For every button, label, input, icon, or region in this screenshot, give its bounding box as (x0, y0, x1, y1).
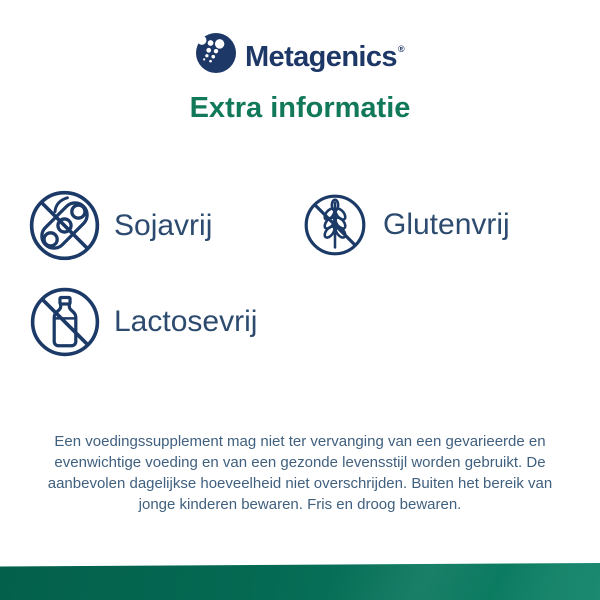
brand-logo (0, 29, 600, 77)
feature-soy-free (28, 189, 212, 262)
feature-gluten-free (303, 193, 510, 257)
brand-name (245, 29, 404, 77)
feature-label-soy-free: Sojavrij (114, 208, 213, 242)
no-gluten-icon (303, 193, 367, 257)
feature-lactose-free (29, 286, 257, 358)
disclaimer-text (30, 431, 570, 515)
disclaimer-line: aanbevolen dagelijkse hoeveelheid niet overschrijden. Buiten het bereik van (47, 475, 553, 492)
brand-name-text: Metagenics (245, 41, 397, 73)
feature-label-lactose-free: Lactosevrij (114, 305, 258, 338)
section-title: Extra informatie (189, 92, 411, 124)
no-soy-icon (28, 189, 101, 262)
feature-label-gluten-free: Glutenvrij (383, 208, 510, 241)
registered-trademark-symbol: ® (397, 44, 404, 54)
no-lactose-icon (29, 286, 101, 358)
disclaimer-line: evenwichtige voeding en van een gezonde levensstijl worden gebruikt. De (54, 454, 546, 471)
disclaimer-line: Een voedingssupplement mag niet ter vervanging van een gevarieerde en (54, 433, 546, 450)
disclaimer-line: jonge kinderen bewaren. Fris en droog bewaren. (138, 496, 462, 513)
footer-accent-bar (0, 563, 600, 600)
metagenics-logo-icon (196, 33, 236, 73)
